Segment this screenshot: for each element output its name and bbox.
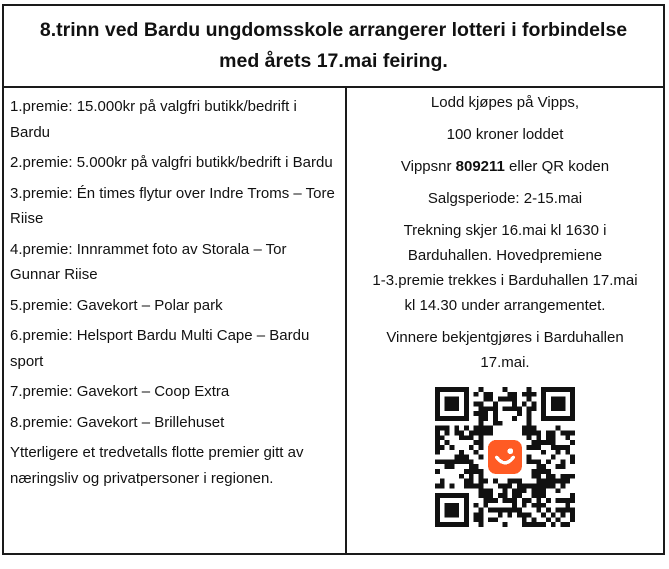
winners-info-2: 17.mai. xyxy=(480,354,530,371)
vipps-info xyxy=(347,154,663,179)
extra-prizes-note: Ytterligere et tredvetalls flotte premier gitt av næringsliv og privatpersoner i regionen. xyxy=(10,444,304,487)
vipps-logo-icon xyxy=(486,438,525,477)
prize-item: 5.premie: Gavekort – Polar park xyxy=(10,296,223,314)
winners-info-1: Vinnere bekjentgjøres i Barduhallen xyxy=(386,329,624,346)
poster-title xyxy=(4,6,663,88)
prize-item: 3.premie: Én times flytur over Indre Troms – Tore Riise xyxy=(10,184,335,227)
draw-info-4: kl 14.30 under arrangementet. xyxy=(404,297,606,314)
poster-frame xyxy=(2,4,665,555)
content-columns xyxy=(4,88,663,553)
prize-list xyxy=(4,88,347,553)
qr-code-icon[interactable] xyxy=(435,387,575,527)
prize-item: 8.premie: Gavekort – Brillehuset xyxy=(10,413,225,431)
vipps-prefix: Vippsnr xyxy=(400,158,456,175)
prize-item: 1.premie: 15.000kr på valgfri butikk/bedrift i Bardu xyxy=(10,98,297,141)
draw-info-1: Trekning skjer 16.mai kl 1630 i xyxy=(403,222,607,239)
draw-info-2: Barduhallen. Hovedpremiene xyxy=(407,247,603,264)
prize-item: 6.premie: Helsport Bardu Multi Cape – Bardu sport xyxy=(10,327,310,370)
title-line-1: 8.trinn ved Bardu ungdomsskole arrangerer lotteri i forbindelse xyxy=(39,19,628,41)
title-line-2: med årets 17.mai feiring. xyxy=(219,50,448,72)
price-info: 100 kroner loddet xyxy=(446,126,564,143)
vipps-number: 809211 xyxy=(455,158,505,175)
draw-info-3: 1-3.premie trekkes i Barduhallen 17.mai xyxy=(372,272,638,289)
prize-item: 4.premie: Innrammet foto av Storala – Tor Gunnar Riise xyxy=(10,240,287,283)
prize-item: 7.premie: Gavekort – Coop Extra xyxy=(10,383,230,400)
vipps-suffix: eller QR koden xyxy=(504,158,610,175)
qr-container xyxy=(347,387,663,527)
info-panel xyxy=(347,88,663,553)
prize-item: 2.premie: 5.000kr på valgfri butikk/bedrift i Bardu xyxy=(10,154,333,171)
sale-period: Salgsperiode: 2-15.mai xyxy=(427,190,583,207)
buy-info: Lodd kjøpes på Vipps, xyxy=(430,94,580,111)
